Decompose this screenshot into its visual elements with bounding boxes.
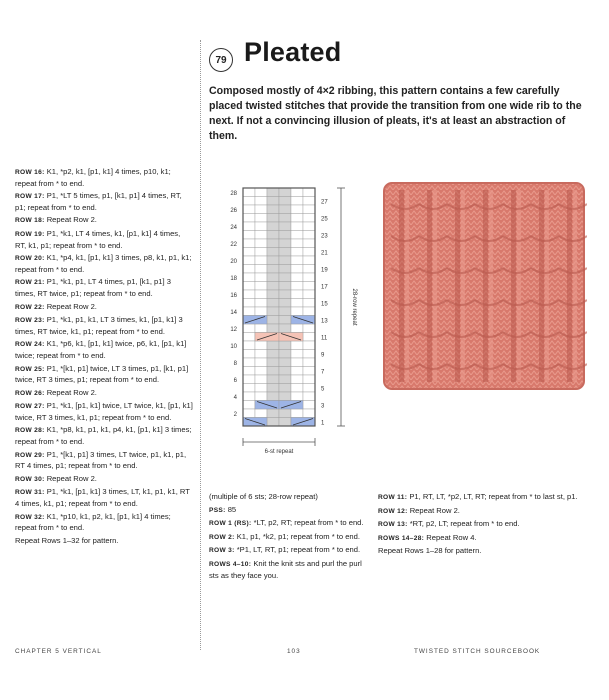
chart-cell (279, 273, 291, 282)
row-label: ROW 32: (15, 513, 45, 521)
chart-cell (267, 316, 279, 325)
swatch-rib-highlight (405, 190, 409, 382)
row-number-left: 28 (230, 191, 237, 198)
chart-cell (267, 197, 279, 206)
chart-cell (279, 282, 291, 291)
chart-cell (303, 188, 315, 197)
instruction-line (15, 450, 193, 472)
row-text: P1, *k1, [p1, k1] 3 times, LT, k1, p1, k1, RT 4 times, k1, p1; repeat from * to end. (15, 487, 190, 509)
instruction-line (209, 492, 371, 503)
chart-cell (279, 358, 291, 367)
chart-cell (255, 341, 267, 350)
row-number-right: 11 (321, 335, 328, 342)
row-number-left: 12 (230, 327, 237, 334)
instruction-line (15, 339, 193, 361)
chart-cell (279, 350, 291, 359)
chart-cell (291, 392, 303, 401)
chart-cell (279, 188, 291, 197)
row-text: *LT, p2, RT; repeat from * to end. (251, 518, 364, 528)
instruction-line (209, 559, 371, 581)
intro-paragraph: Composed mostly of 4×2 ribbing, this pattern contains a few carefully placed twisted stitches that provide the transition from one wide rib to the next. If not a convincing illusion of pleats, it's at least an abstraction of them. (209, 85, 582, 142)
chart-cell (255, 409, 267, 418)
row-text: P1, *[k1, p1] twice, LT 3 times, p1, [k1, p1] twice, RT 3 times, p1; repeat from * to end. (15, 363, 189, 385)
footer-chapter: CHAPTER 5 VERTICAL (15, 648, 102, 655)
row-text: K1, *p6, k1, [p1, k1] twice, p6, k1, [p1, k1] twice; repeat from * to end. (15, 339, 187, 360)
chart-cell (291, 248, 303, 257)
stitch-repeat-bracket (243, 438, 315, 455)
chart-cell (243, 358, 255, 367)
row-text: Repeat Row 2. (44, 215, 97, 225)
chart-cell (291, 350, 303, 359)
chart-cell (291, 256, 303, 265)
chart-cell (279, 316, 291, 325)
chart-cell (279, 384, 291, 393)
row-label: ROW 25: (15, 365, 45, 373)
chart-cell (267, 282, 279, 291)
chart-cell (243, 307, 255, 316)
chart-cell (243, 273, 255, 282)
chart-cell (279, 222, 291, 231)
chart-cell (243, 282, 255, 291)
chart-cell (303, 239, 315, 248)
row-number-left: 20 (230, 259, 237, 266)
row-number-right: 21 (321, 250, 328, 257)
row-number-left: 8 (233, 361, 237, 368)
chart-cell (279, 248, 291, 257)
chart-cell (279, 324, 291, 333)
row-number-left: 24 (230, 225, 237, 232)
row-text: P1, *k1, [p1, k1] twice, LT twice, k1, [p1, k1] twice, RT 3 times, k1, p1; repeat from * to end. (15, 401, 193, 422)
chart-cell (267, 384, 279, 393)
row-number-right: 1 (321, 420, 325, 427)
instruction-line (209, 532, 371, 544)
chart-cell (303, 282, 315, 291)
row-text: *P1, LT, RT, p1; repeat from * to end. (234, 545, 361, 555)
row-text: Repeat Rows 1–28 for pattern. (378, 546, 482, 556)
chart-cell (291, 273, 303, 282)
row-repeat-label: 28-row repeat (351, 288, 357, 326)
row-label: ROWS 4–10: (209, 560, 252, 568)
chart-cell (291, 324, 303, 333)
row-number-left: 6 (233, 378, 237, 385)
row-number-right: 5 (321, 386, 325, 393)
chart-cell (243, 409, 255, 418)
row-label: ROW 29: (15, 451, 45, 459)
instruction-line (15, 388, 193, 400)
chart-cell (255, 256, 267, 265)
chart-cell (291, 367, 303, 376)
chart-cell (267, 392, 279, 401)
chart-cell (303, 222, 315, 231)
row-label: ROW 20: (15, 255, 45, 263)
chart-cell (303, 307, 315, 316)
chart-cell (267, 248, 279, 257)
row-number-right: 9 (321, 352, 325, 359)
chart-cell (279, 392, 291, 401)
row-text: P1, *k1, p1, LT 4 times, p1, [k1, p1] 3 times, RT twice, p1; repeat from * to end. (15, 277, 171, 298)
chart-cell (291, 358, 303, 367)
chart-cell (243, 290, 255, 299)
chart-cell (291, 265, 303, 274)
row-text: K1, *p10, k1, p2, k1, [p1, k1] 4 times; repeat from * to end. (15, 511, 171, 533)
row-text: Repeat Row 2. (407, 505, 460, 515)
instruction-line (378, 546, 593, 557)
row-text: K1, *p8, k1, p1, k1, p4, k1, [p1, k1] 3 times; repeat from * to end. (15, 425, 192, 447)
knitted-swatch-photo (381, 180, 587, 392)
swatch-rib-highlight (573, 190, 577, 382)
chart-cell (279, 290, 291, 299)
chart-cell (255, 375, 267, 384)
row-text: *RT, p2, LT; repeat from * to end. (407, 519, 520, 529)
instruction-line (15, 512, 193, 534)
row-number-left: 18 (230, 276, 237, 283)
row-number-right: 13 (321, 318, 328, 325)
instruction-line (378, 492, 593, 504)
chart-cell (255, 324, 267, 333)
chart-cell (279, 375, 291, 384)
chart-cell (267, 256, 279, 265)
swatch-rib-shadow (567, 190, 572, 382)
chart-cell (267, 418, 279, 427)
chart-cell (255, 248, 267, 257)
instruction-line (378, 506, 593, 518)
chart-cell (303, 265, 315, 274)
chart-cell (279, 205, 291, 214)
chart-instructions (209, 492, 371, 583)
chart-cell (255, 358, 267, 367)
chart-cell (267, 375, 279, 384)
chart-cell (243, 222, 255, 231)
chart-cell (291, 231, 303, 240)
chart-cell (303, 324, 315, 333)
chart-cell (279, 239, 291, 248)
row-text: P1, *k1, LT 4 times, k1, [p1, k1] 4 times, RT, k1, p1; repeat from * to end. (15, 228, 181, 250)
row-label: ROW 22: (15, 303, 45, 311)
row-number-right: 7 (321, 369, 325, 376)
instruction-line (15, 401, 193, 423)
instruction-line (15, 315, 193, 337)
swatch-rib-highlight (517, 190, 521, 382)
row-number-right: 25 (321, 216, 328, 223)
swatch-rib-highlight (489, 190, 493, 382)
chart-cell (303, 231, 315, 240)
swatch-rib-highlight (545, 190, 549, 382)
chart-cell (291, 205, 303, 214)
stitch-repeat-label: 6-st repeat (264, 449, 294, 455)
chart-cell (255, 282, 267, 291)
chart-cell (243, 375, 255, 384)
chart-cell (291, 290, 303, 299)
row-label: PSS: (209, 506, 226, 514)
chart-cell (291, 299, 303, 308)
chart-cell (243, 205, 255, 214)
chart-cell (255, 231, 267, 240)
row-repeat-bracket (337, 188, 357, 426)
row-number-left: 14 (230, 310, 237, 317)
instruction-line (15, 191, 193, 213)
chart-cell (267, 205, 279, 214)
chart-cell (243, 350, 255, 359)
chart-cell (279, 256, 291, 265)
chart-cell (279, 197, 291, 206)
instruction-line (15, 536, 193, 547)
chart-cell (255, 273, 267, 282)
chart-cell (303, 350, 315, 359)
chart-cell (291, 214, 303, 223)
chart-cell (243, 392, 255, 401)
chart-cell (243, 324, 255, 333)
chart-cell (291, 239, 303, 248)
page-title: Pleated (244, 37, 342, 67)
chart-cell (255, 290, 267, 299)
chart-cell (279, 299, 291, 308)
swatch-rib-shadow (455, 190, 460, 382)
swatch-rib-shadow (399, 190, 404, 382)
chart-cell (267, 239, 279, 248)
swatch-rib-shadow (539, 190, 544, 382)
chart-cell (279, 409, 291, 418)
chart-cell (267, 341, 279, 350)
chart-cell (267, 290, 279, 299)
instruction-line (15, 253, 193, 275)
row-label: ROW 28: (15, 427, 45, 435)
chart-cell (255, 307, 267, 316)
chart-cell (303, 333, 315, 342)
row-label: ROW 13: (378, 521, 408, 529)
instruction-line (209, 505, 371, 517)
chart-left-row-numbers (230, 191, 237, 418)
swatch-rib-highlight (433, 190, 437, 382)
chart-cell (279, 418, 291, 427)
row-text: Repeat Row 2. (44, 473, 97, 483)
row-text: Knit the knit sts and purl the purl sts as they face you. (209, 558, 362, 580)
chart-cell (267, 222, 279, 231)
row-number-right: 27 (321, 199, 328, 206)
chart-cell (255, 222, 267, 231)
instruction-line (15, 425, 193, 447)
chart-cell (303, 290, 315, 299)
chart-cell (255, 350, 267, 359)
chart-cell (243, 341, 255, 350)
instruction-line (15, 167, 193, 189)
chart-cell (303, 205, 315, 214)
chart-cell (267, 409, 279, 418)
row-text: Repeat Row 2. (44, 387, 97, 397)
instruction-line (15, 277, 193, 299)
chart-cell (303, 375, 315, 384)
chart-instructions-continued (378, 492, 593, 559)
chart-cell (267, 350, 279, 359)
instruction-line (15, 302, 193, 314)
chart-cell (291, 282, 303, 291)
row-number-right: 19 (321, 267, 328, 274)
swatch-rib-shadow (427, 190, 432, 382)
chart-cell (291, 222, 303, 231)
row-label: ROW 3: (209, 547, 235, 555)
chart-cell (303, 197, 315, 206)
stitch-chart (225, 180, 375, 462)
row-number-left: 10 (230, 344, 237, 351)
chart-cell (243, 256, 255, 265)
chart-cell (243, 231, 255, 240)
row-text: P1, RT, LT, *p2, LT, RT; repeat from * to last st, p1. (407, 492, 578, 501)
row-text: (multiple of 6 sts; 28-row repeat) (209, 492, 318, 501)
chart-cell (291, 197, 303, 206)
chart-cell (303, 367, 315, 376)
chart-cell (303, 214, 315, 223)
chart-cell (279, 214, 291, 223)
chart-cell (303, 248, 315, 257)
row-text: K1, p1, *k2, p1; repeat from * to end. (234, 531, 360, 541)
instruction-line (378, 519, 593, 531)
row-label: ROW 1 (RS): (209, 520, 252, 528)
chart-cell (255, 384, 267, 393)
chart-cell (267, 307, 279, 316)
pattern-number-badge: 79 (209, 48, 233, 72)
footer-book-title: TWISTED STITCH SOURCEBOOK (414, 648, 541, 655)
row-text: Repeat Rows 1–32 for pattern. (15, 535, 119, 545)
chart-cell (255, 214, 267, 223)
chart-cell (255, 239, 267, 248)
instruction-line (15, 364, 193, 386)
chart-cell (267, 231, 279, 240)
chart-cell (291, 307, 303, 316)
row-label: ROW 17: (15, 193, 45, 201)
chart-cell (255, 367, 267, 376)
row-label: ROW 16: (15, 169, 45, 176)
chart-cell (291, 188, 303, 197)
row-label: ROW 26: (15, 389, 45, 397)
row-text: P1, *k1, p1, k1, LT 3 times, k1, [p1, k1] 3 times, RT twice, k1, p1; repeat from * to end. (15, 315, 183, 336)
row-text: P1, *LT 5 times, p1, [k1, p1] 4 times, RT, p1; repeat from * to end. (15, 191, 182, 212)
chart-right-row-numbers (321, 200, 328, 427)
row-label: ROW 24: (15, 341, 45, 349)
row-text: Repeat Row 4. (424, 532, 477, 542)
row-text: P1, *[k1, p1] 3 times, LT twice, p1, k1, p1, RT 4 times, p1; repeat from * to end. (15, 449, 187, 471)
row-number-left: 2 (233, 412, 237, 419)
row-number-right: 15 (321, 301, 328, 308)
chart-cell (267, 273, 279, 282)
row-number-right: 3 (321, 403, 325, 410)
chart-cell (267, 299, 279, 308)
chart-cell (303, 384, 315, 393)
chart-cell (267, 265, 279, 274)
instruction-line (15, 474, 193, 486)
chart-cell (255, 265, 267, 274)
row-label: ROW 11: (378, 494, 408, 501)
chart-cell (267, 367, 279, 376)
row-label: ROWS 14–28: (378, 534, 425, 542)
row-number-left: 26 (230, 208, 237, 215)
row-text: K1, *p2, k1, [p1, k1] 4 times, p10, k1; repeat from * to end. (15, 167, 171, 188)
swatch-rib-shadow (483, 190, 488, 382)
chart-cell (303, 409, 315, 418)
row-number-left: 16 (230, 293, 237, 300)
chart-cell (243, 197, 255, 206)
instruction-line (378, 533, 593, 545)
chart-cell (279, 231, 291, 240)
row-label: ROW 23: (15, 317, 45, 325)
instruction-line (209, 545, 371, 557)
instruction-line (15, 215, 193, 227)
swatch-rib-shadow (511, 190, 516, 382)
chart-cell (243, 367, 255, 376)
chart-cell (267, 214, 279, 223)
chart-cell (303, 401, 315, 410)
chart-cell (291, 375, 303, 384)
chart-cell (303, 256, 315, 265)
chart-cell (279, 341, 291, 350)
row-number-right: 17 (321, 284, 328, 291)
chart-cell (243, 265, 255, 274)
chart-cell (243, 401, 255, 410)
row-label: ROW 21: (15, 279, 45, 287)
row-label: ROW 30: (15, 475, 45, 483)
chart-cell (243, 214, 255, 223)
chart-cell (255, 188, 267, 197)
instruction-line (15, 487, 193, 509)
chart-cell (303, 299, 315, 308)
row-number-left: 4 (233, 395, 237, 402)
row-number-right: 23 (321, 233, 328, 240)
chart-cell (267, 188, 279, 197)
chart-cell (279, 265, 291, 274)
chart-cell (279, 307, 291, 316)
chart-grid (243, 188, 315, 426)
row-text: Repeat Row 2. (44, 301, 97, 311)
swatch-rib-highlight (461, 190, 465, 382)
row-label: ROW 19: (15, 230, 45, 238)
row-label: ROW 27: (15, 403, 45, 411)
row-text: K1, *p4, k1, [p1, k1] 3 times, p8, k1, p1, k1; repeat from * to end. (15, 253, 192, 274)
instruction-line (209, 518, 371, 530)
chart-cell (243, 333, 255, 342)
chart-cell (303, 358, 315, 367)
chart-cell (243, 299, 255, 308)
row-text: 85 (225, 504, 237, 514)
instruction-line (15, 229, 193, 251)
chart-cell (303, 273, 315, 282)
chart-cell (267, 324, 279, 333)
chart-cell (255, 392, 267, 401)
chart-cell (291, 409, 303, 418)
chart-cell (279, 367, 291, 376)
row-label: ROW 2: (209, 533, 235, 541)
chart-cell (303, 392, 315, 401)
footer-page-number: 103 (287, 648, 301, 655)
chart-cell (243, 248, 255, 257)
chart-cell (291, 341, 303, 350)
row-label: ROW 12: (378, 507, 408, 515)
chart-cell (243, 239, 255, 248)
chart-cell (255, 299, 267, 308)
row-label: ROW 31: (15, 489, 45, 497)
chart-cell (291, 384, 303, 393)
chart-cell (303, 341, 315, 350)
chart-cell (267, 358, 279, 367)
chart-cell (255, 205, 267, 214)
row-number-left: 22 (230, 242, 237, 249)
chart-cell (243, 384, 255, 393)
left-instructions (15, 167, 193, 548)
chart-cell (255, 197, 267, 206)
column-divider (200, 40, 201, 650)
chart-cell (243, 188, 255, 197)
row-label: ROW 18: (15, 217, 45, 225)
